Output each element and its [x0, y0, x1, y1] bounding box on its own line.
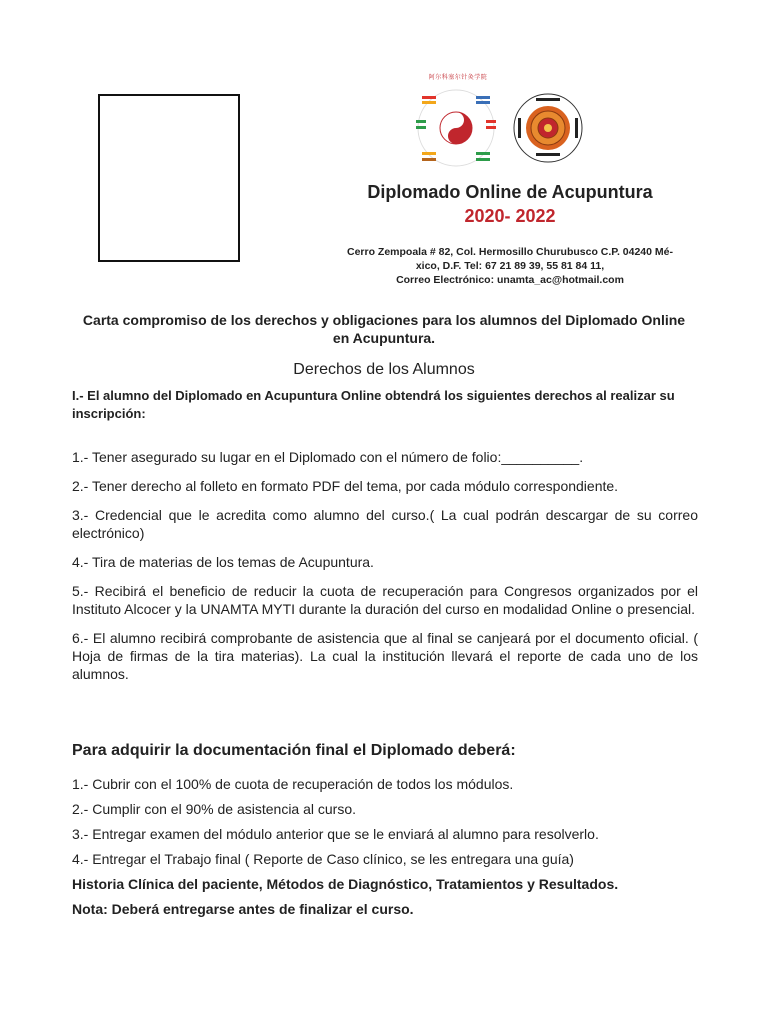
documentation-heading: Para adquirir la documentación final el Diplomado deberá: [72, 742, 516, 759]
list-item: 1.- Cubrir con el 100% de cuota de recuperación de todos los módulos. [72, 776, 514, 792]
rights-list [72, 448, 698, 694]
list-item: 1.- Tener asegurado su lugar en el Diplomado con el número de folio:__________. [72, 449, 584, 465]
final-work-contents: Historia Clínica del paciente, Métodos de Diagnóstico, Tratamientos y Resultados. [72, 876, 619, 892]
list-item: 3.- Entregar examen del módulo anterior que se le enviará al alumno para resolverlo. [72, 826, 599, 842]
rights-intro: I.- El alumno del Diplomado en Acupuntura Online obtendrá los siguientes derechos al realizar su inscripción: [72, 388, 675, 421]
yin-yang-logo-icon [416, 90, 496, 166]
logo-emblems [408, 72, 584, 172]
contact-email: Correo Electrónico: unamta_ac@hotmail.com [396, 274, 624, 286]
rights-heading: Derechos de los Alumnos [293, 361, 475, 378]
photo-placeholder [98, 94, 240, 262]
address-line: xico, D.F. Tel: 67 21 89 39, 55 81 84 11, [415, 260, 605, 272]
aztec-calendar-logo-icon [514, 94, 582, 162]
list-item: 3.- Credencial que le acredita como alumno del curso.( La cual podrán descargar de su correo electrónico) [72, 507, 698, 541]
list-item: 4.- Entregar el Trabajo final ( Reporte de Caso clínico, se les entregara una guía) [72, 851, 574, 867]
institution-logos [408, 72, 584, 172]
list-item: 2.- Tener derecho al folleto en formato PDF del tema, por cada módulo correspondiente. [72, 478, 619, 494]
header-years: 2020- 2022 [464, 206, 556, 226]
deadline-note: Nota: Deberá entregarse antes de finalizar el curso. [72, 901, 414, 917]
list-item: 6.- El alumno recibirá comprobante de asistencia que al final se canjeará por el documento oficial. ( Hoja de firmas de la tira materias). La cual la institución llevará el reporte de cada uno de los alumnos. [72, 630, 698, 682]
contact-address [328, 245, 692, 287]
letter-title: Carta compromiso de los derechos y obligaciones para los alumnos del Diplomado Online en Acupuntura. [82, 312, 686, 346]
address-line: Cerro Zempoala # 82, Col. Hermosillo Churubusco C.P. 04240 Mé- [347, 246, 673, 258]
logo-caption: 阿尔科塞尔针灸学院 [428, 75, 488, 81]
list-item: 5.- Recibirá el beneficio de reducir la cuota de recuperación para Congresos organizados por el Instituto Alcocer y la UNAMTA MYTI durante la duración del curso en modalidad Online o presencial. [72, 583, 698, 617]
list-item: 2.- Cumplir con el 90% de asistencia al curso. [72, 801, 357, 817]
header-title: Diplomado Online de Acupuntura [367, 182, 653, 202]
list-item: 4.- Tira de materias de los temas de Acupuntura. [72, 554, 374, 570]
requirements-list [72, 775, 698, 925]
